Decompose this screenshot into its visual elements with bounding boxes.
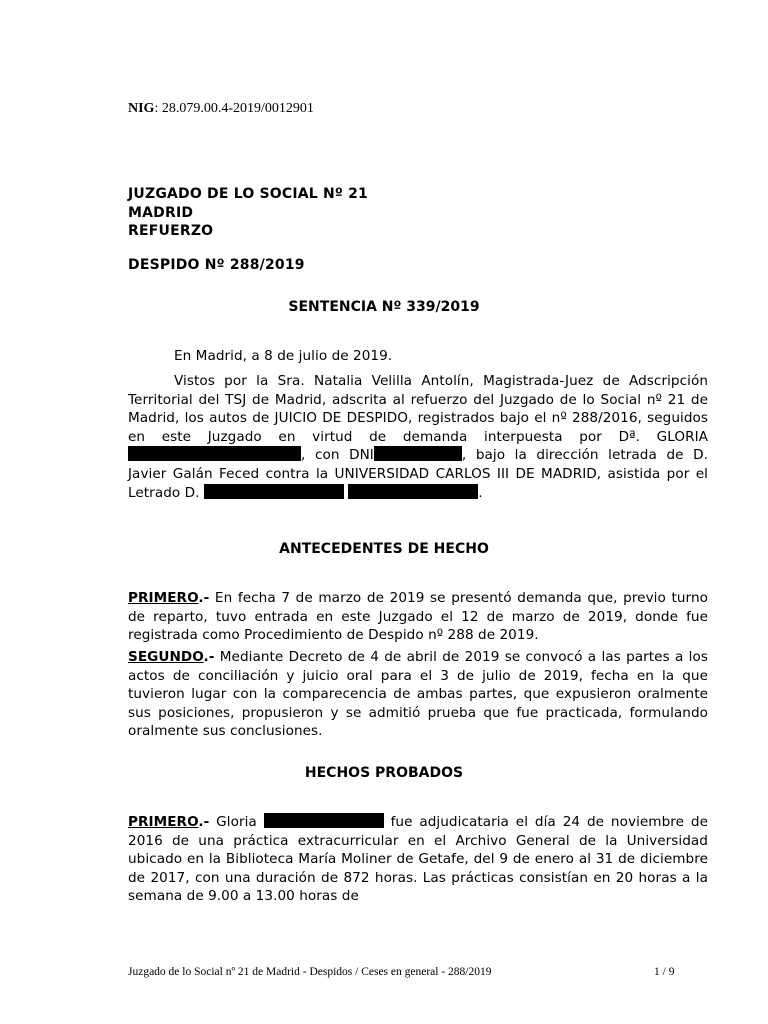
segundo-text: Mediante Decreto de 4 de abril de 2019 se convocó a las partes a los actos de conciliación y juicio oral para el 3 de julio de 2019, fecha en la que tuvieron lugar con la comparecencia de ambas partes, que expusieron oralmente sus posiciones, propusieron y se admitió prueba que fue practicada, formulando oralmente sus conclusiones. xyxy=(128,649,708,740)
vistos-text-3: , bajo la dirección letrada de D. Javier Galán Feced contra la UNIVERSIDAD CARLOS III DE MADRID, asistida por el Letrado D. xyxy=(128,447,708,501)
redaction-name xyxy=(128,446,301,461)
vistos-text-2: , con DNI xyxy=(301,447,374,464)
vistos-text-1: Vistos por la Sra. Natalia Velilla Antolín, Magistrada-Juez de Adscripción Territorial del TSJ de Madrid, adscrita al refuerzo del Juzgado de lo Social nº 21 de Madrid, los autos de JUICIO DE DESPIDO, registrados bajo el nº 288/2016, seguidos en este Juzgado en virtud de demanda interpuesta por Dª. GLORIA xyxy=(128,373,708,445)
primero-sep: .- xyxy=(198,590,210,606)
primero-text: En fecha 7 de marzo de 2019 se presentó demanda que, previo turno de reparto, tuvo entrada en este Juzgado el 12 de marzo de 2019, donde fue registrada como Procedimiento de Despido nº 288 de 2019. xyxy=(128,590,708,644)
hechos-heading: HECHOS PROBADOS xyxy=(304,765,464,781)
antecedentes-heading: ANTECEDENTES DE HECHO xyxy=(279,541,489,557)
hechos-primero xyxy=(128,813,708,906)
court-section: REFUERZO xyxy=(128,223,214,239)
redaction-lawyer-b xyxy=(348,484,478,499)
footer-page-number: 1 / 9 xyxy=(654,966,675,978)
redaction-dni xyxy=(374,446,462,461)
court-city: MADRID xyxy=(128,205,194,221)
nig-value: : 28.079.00.4-2019/0012901 xyxy=(154,101,314,116)
nig-label: NIG xyxy=(128,101,155,116)
segundo-sep: .- xyxy=(203,649,215,665)
vistos-end: . xyxy=(478,484,483,501)
case-number: DESPIDO Nº 288/2019 xyxy=(128,257,305,273)
primero-label: PRIMERO xyxy=(128,590,199,606)
hechos-primero-label: PRIMERO xyxy=(128,814,199,830)
vistos-paragraph xyxy=(128,372,708,502)
court-name: JUZGADO DE LO SOCIAL Nº 21 xyxy=(128,186,368,202)
antecedentes-primero xyxy=(128,589,708,645)
antecedentes-segundo xyxy=(128,648,708,741)
segundo-label: SEGUNDO xyxy=(128,649,204,665)
redaction-surname xyxy=(264,813,384,828)
hechos-primero-sep: .- xyxy=(198,814,210,830)
sentencia-title: SENTENCIA Nº 339/2019 xyxy=(288,299,480,315)
place-date: En Madrid, a 8 de julio de 2019. xyxy=(174,348,393,364)
nig-line xyxy=(128,101,314,117)
hechos-text-b: fue adjudicataria el día 24 de noviembre de 2016 de una práctica extracurricular en el Archivo General de la Universidad ubicado en la Biblioteca María Moliner de Getafe, del 9 de enero al 31 de diciembre de 2017, con una duración de 872 horas. Las prácticas consistían en 20 horas a la semana de 9.00 a 13.00 horas de xyxy=(128,814,708,905)
footer-court: Juzgado de lo Social nº 21 de Madrid - Despidos / Ceses en general - 288/2019 xyxy=(128,966,492,978)
hechos-text-a: Gloria xyxy=(209,814,264,830)
redaction-lawyer-a xyxy=(204,484,344,499)
